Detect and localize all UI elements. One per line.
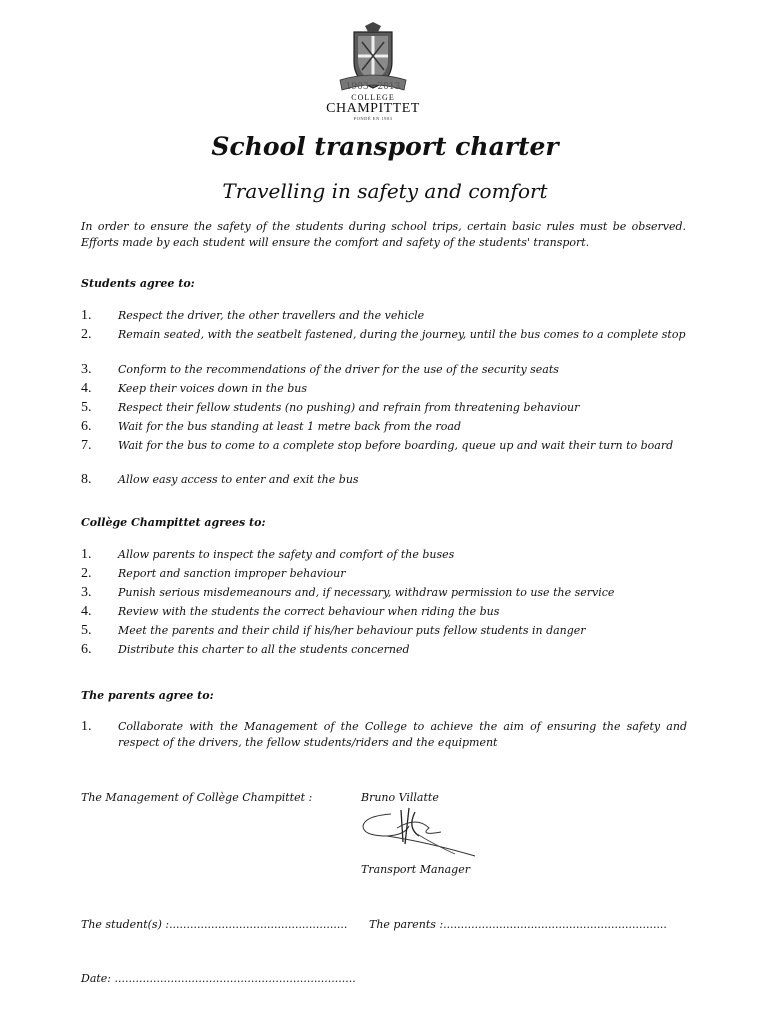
management-label: The Management of Collège Champittet : — [81, 791, 313, 804]
list-item: 4. Review with the students the correct behaviour when riding the bus — [81, 604, 500, 619]
list-item: 3. Conform to the recommendations of the driver for the use of the security seats — [81, 362, 559, 377]
parents-signature-line: The parents :................................................................ — [369, 918, 667, 931]
logo-wordmark — [300, 82, 446, 121]
list-item: 1. Allow parents to inspect the safety and comfort of the buses — [81, 547, 455, 562]
handwritten-signature — [357, 806, 477, 864]
document-title: School transport charter — [211, 132, 559, 161]
logo-years: 1903 - 2013 — [345, 82, 401, 92]
date-line: Date: ..................................................................... — [81, 972, 356, 985]
college-heading: Collège Champittet agrees to: — [81, 516, 266, 529]
list-item: 6. Distribute this charter to all the students concerned — [81, 642, 410, 657]
list-item: 8. Allow easy access to enter and exit the bus — [81, 472, 359, 487]
list-item: 5. Meet the parents and their child if his/her behaviour puts fellow students in danger — [81, 623, 586, 638]
students-rules-list — [81, 308, 687, 491]
list-item: 2. Remain seated, with the seatbelt fastened, during the journey, until the bus comes to a complete stop — [81, 327, 686, 342]
college-rules-list — [81, 547, 687, 661]
logo-founded: FONDÉ EN 1903 — [353, 116, 393, 121]
parents-heading: The parents agree to: — [81, 689, 214, 702]
intro-paragraph: In order to ensure the safety of the students during school trips, certain basic rules must be observed. Efforts made by each student will ensure the comfort and safety of the students' transport. — [81, 220, 686, 249]
list-item: 1. Respect the driver, the other travellers and the vehicle — [81, 308, 425, 323]
list-item: 3. Punish serious misdemeanours and, if necessary, withdraw permission to use the service — [81, 585, 615, 600]
list-item: 5. Respect their fellow students (no pushing) and refrain from threatening behaviour — [81, 400, 580, 415]
document-subtitle: Travelling in safety and comfort — [222, 179, 548, 203]
list-item: 2. Report and sanction improper behaviour — [81, 566, 346, 581]
logo-college-name: CHAMPITTET — [326, 101, 420, 116]
students-heading: Students agree to: — [81, 277, 195, 290]
list-item: 1. Collaborate with the Management of the College to achieve the aim of ensuring the safety and respect of the drivers, the fellow students/riders and the equipment — [81, 719, 687, 749]
signer-title: Transport Manager — [361, 863, 470, 876]
students-signature-line: The student(s) :................................................... — [81, 918, 348, 931]
parents-rules-list — [81, 719, 687, 753]
signer-name: Bruno Villatte — [361, 791, 439, 804]
logo-college-label: COLLEGE — [351, 93, 395, 102]
list-item: 7. Wait for the bus to come to a complete stop before boarding, queue up and wait their turn to board — [81, 438, 674, 453]
list-item: 6. Wait for the bus standing at least 1 metre back from the road — [81, 419, 461, 434]
list-item: 4. Keep their voices down in the bus — [81, 381, 307, 396]
